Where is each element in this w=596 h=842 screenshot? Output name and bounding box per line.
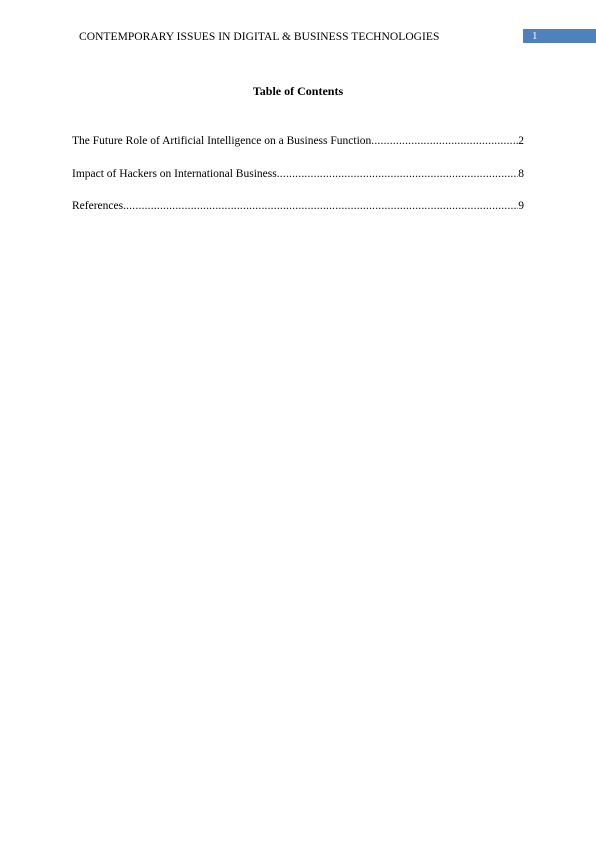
toc-dot-leader	[123, 199, 518, 213]
toc-dot-leader	[371, 134, 518, 148]
toc-entry-title[interactable]: The Future Role of Artificial Intelligence on a Business Function	[72, 135, 372, 147]
toc-entry[interactable]	[72, 134, 524, 148]
toc-entry-title[interactable]: References	[72, 200, 124, 212]
toc-title: Table of Contents	[252, 84, 344, 98]
running-head: CONTEMPORARY ISSUES IN DIGITAL & BUSINESS TECHNOLOGIES	[79, 31, 440, 43]
page-number-badge	[523, 29, 596, 43]
toc-dot-leader	[277, 167, 519, 181]
toc-list	[72, 134, 524, 232]
toc-entry-page[interactable]: 8	[518, 167, 524, 180]
toc-entry[interactable]	[72, 167, 524, 181]
toc-entry[interactable]	[72, 199, 524, 213]
toc-entry-page[interactable]: 2	[518, 135, 524, 147]
toc-entry-title[interactable]: Impact of Hackers on International Business	[72, 167, 277, 180]
page-number: 1	[532, 30, 538, 42]
toc-entry-page[interactable]: 9	[518, 200, 524, 212]
